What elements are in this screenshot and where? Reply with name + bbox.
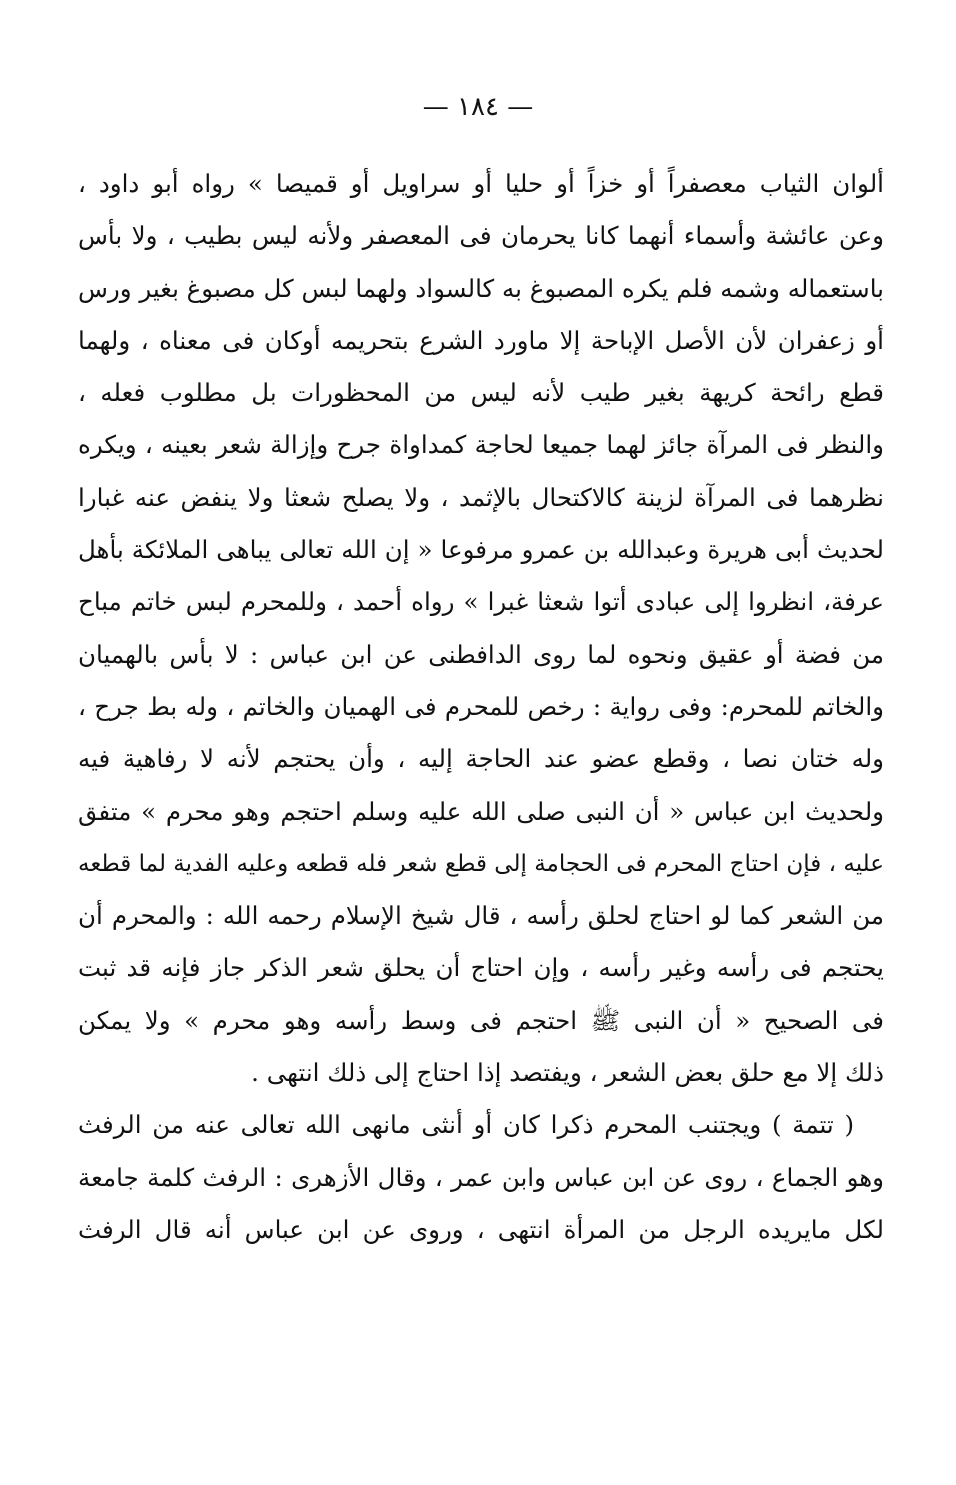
text-line: أو زعفران لأن الأصل الإباحة إلا ماورد الشرع بتحريمه أوكان فى معناه ، ولهما <box>78 325 884 355</box>
text-line: فى الصحيح « أن النبى ﷺ احتجم فى وسط رأسه وهو محرم » ولا يمكن <box>78 1005 884 1035</box>
text-line: من الشعر كما لو احتاج لحلق رأسه ، قال شيخ الإسلام رحمه الله : والمحرم أن <box>78 901 884 931</box>
text-line: عليه ، فإن احتاج المحرم فى الحجامة إلى قطع شعر فله قطعه وعليه الفدية لما قطعه <box>78 850 884 877</box>
text-line: عرفة، انظروا إلى عبادى أتوا شعثا غبرا » رواه أحمد ، وللمحرم لبس خاتم مباح <box>78 587 884 617</box>
text-line: وله ختان نصا ، وقطع عضو عند الحاجة إليه ، وأن يحتجم لأنه لا رفاهية فيه <box>78 744 884 774</box>
text-line: من فضة أو عقيق ونحوه لما روى الدافطنى عن ابن عباس : لا بأس بالهميان <box>78 639 884 669</box>
text-line: والنظر فى المرآة جائز لهما جميعا لحاجة كمداواة جرح وإزالة شعر بعينه ، ويكره <box>78 430 884 460</box>
text-line: لحديث أبى هريرة وعبدالله بن عمرو مرفوعا « إن الله تعالى يباهى الملائكة بأهل <box>78 535 884 565</box>
text-line: ولحديث ابن عباس « أن النبى صلى الله عليه وسلم احتجم وهو محرم » متفق <box>78 796 884 826</box>
body-text <box>78 158 884 1256</box>
text-line: ذلك إلا مع حلق بعض الشعر ، ويفتصد إذا احتاج إلى ذلك انتهى . <box>251 1058 884 1088</box>
text-line: وعن عائشة وأسماء أنهما كانا يحرمان فى المعصفر ولأنه ليس بطيب ، ولا بأس <box>78 221 884 251</box>
text-line: ألوان الثياب معصفراً أو خزاً أو حليا أو سراويل أو قميصا » رواه أبو داود ، <box>78 169 884 198</box>
section-note-line: ( تتمة ) ويجتنب المحرم ذكرا كان أو أنثى مانهى الله تعالى عنه من الرفث <box>78 1110 854 1140</box>
text-line: والخاتم للمحرم: وفى رواية : رخص للمحرم فى الهميان والخاتم ، وله بط جرح ، <box>78 691 884 721</box>
text-line: قطع رائحة كريهة بغير طيب لأنه ليس من المحظورات بل مطلوب فعله ، <box>78 378 884 408</box>
text-line: نظرهما فى المرآة لزينة كالاكتحال بالإثمد ، ولا يصلح شعثا ولا ينفض عنه غبارا <box>78 482 884 512</box>
text-line: باستعماله وشمه فلم يكره المصبوغ به كالسواد ولهما لبس كل مصبوغ بغير ورس <box>78 273 884 303</box>
text-line: لكل مايريده الرجل من المرأة انتهى ، وروى عن ابن عباس أنه قال الرفث <box>78 1214 884 1244</box>
text-line: يحتجم فى رأسه وغير رأسه ، وإن احتاج أن يحلق شعر الذكر جاز فإنه قد ثبت <box>78 953 884 983</box>
text-line: وهو الجماع ، روى عن ابن عباس وابن عمر ، وقال الأزهرى : الرفث كلمة جامعة <box>78 1162 884 1192</box>
page-number: — ١٨٤ — <box>422 92 534 122</box>
